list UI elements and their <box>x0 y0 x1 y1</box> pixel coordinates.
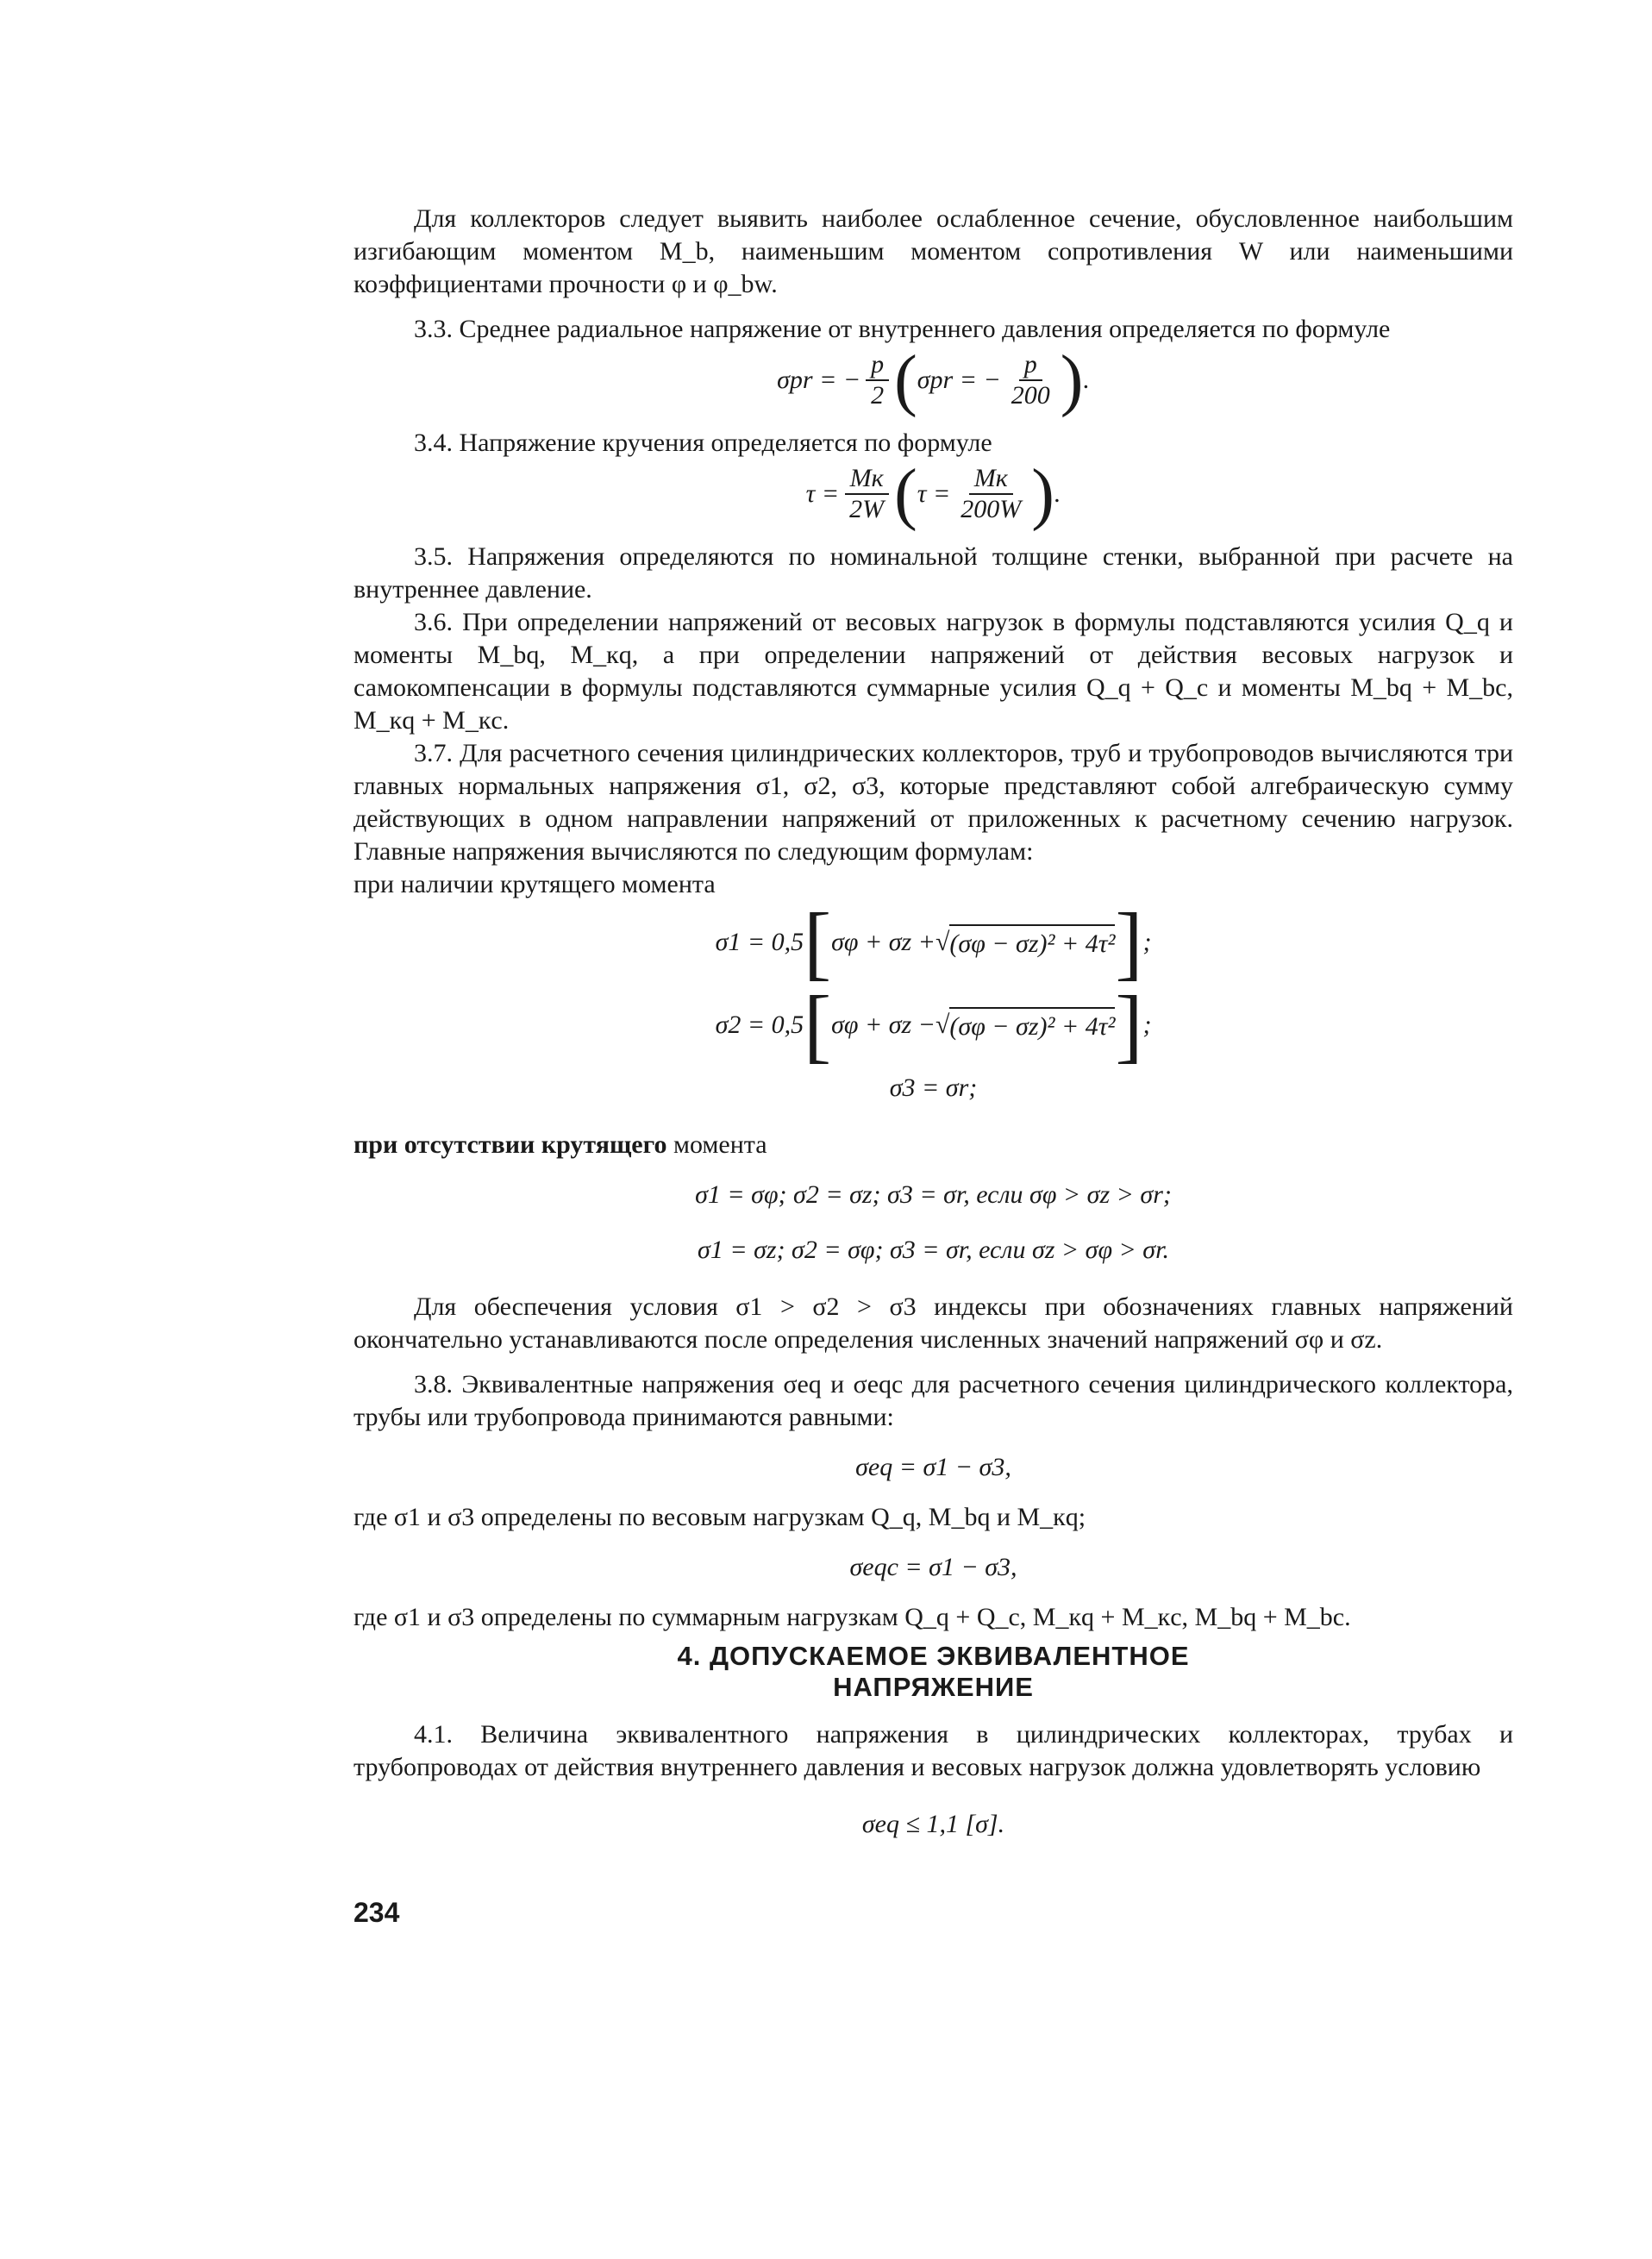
formula-3-4-den: 2W <box>849 495 885 523</box>
paren-close: ) <box>1031 456 1054 532</box>
formula-3-3-alt-fraction <box>1006 350 1055 410</box>
formula-3-4-alt-fraction <box>955 464 1026 524</box>
section-heading-line1: 4. ДОПУСКАЕМОЕ ЭКВИВАЛЕНТНОЕ <box>677 1641 1190 1671</box>
paren-open: ( <box>894 456 917 532</box>
formula-sigma2-root: (σφ − σz)² + 4τ² <box>949 1007 1115 1043</box>
paragraph-3-5: 3.5. Напряжения определяются по номинальной толщине стенки, выбранной при расчете на внутреннее давление. <box>354 542 1513 604</box>
paragraph-3-3: 3.3. Среднее радиальное напряжение от внутреннего давления определяется по формуле <box>414 315 1391 343</box>
bracket-open: [ <box>804 896 832 988</box>
formula-3-4-lhs: τ = <box>805 479 840 508</box>
formula-sigma1 <box>354 896 1513 988</box>
page-number: 234 <box>354 1897 400 1928</box>
formula-allowable: σeq ≤ 1,1 [σ]. <box>861 1810 1005 1838</box>
formula-3-3-fraction <box>866 350 889 410</box>
paragraph-3-8: 3.8. Эквивалентные напряжения σeq и σeqc для расчетного сечения цилиндрического коллектора, трубы или трубопровода принимаются равными: <box>354 1370 1513 1431</box>
formula-sigma1-root: (σφ − σz)² + 4τ² <box>949 924 1115 961</box>
formula-3-4-num: Mк <box>845 464 889 495</box>
formula-3-4: τ = $\frac{Mк}{2W}$ ( τ = $\frac{Mк}{200W}$ ) . <box>805 456 1061 532</box>
formula-no-torque-2: σ1 = σz; σ2 = σφ; σ3 = σr, если σz > σφ > σr. <box>698 1236 1169 1264</box>
bracket-open: [ <box>804 979 832 1071</box>
paren-open: ( <box>894 342 917 418</box>
formula-sigma1-body: σφ + σz + <box>831 928 936 956</box>
with-torque-label: при наличии крутящего момента <box>354 870 716 898</box>
paragraph-collectors: Для коллекторов следует выявить наиболее ослабленное сечение, обусловленное наибольшим изгибающим моментом M_b, наименьшим моментом сопротивления W или наименьшими коэффициентами прочности φ и φ_bw. <box>354 204 1513 298</box>
no-torque-bold: при отсутствии крутящего <box>354 1130 667 1159</box>
formula-eq: σeq = σ1 − σ3, <box>855 1453 1011 1481</box>
formula-3-3-alt-lhs: σpr = − <box>917 366 1001 394</box>
formula-sigma1-lhs: σ1 = 0,5 <box>715 928 804 956</box>
formula-sigma3: σ3 = σr; <box>889 1073 978 1102</box>
paragraph-3-4: 3.4. Напряжение кручения определяется по формуле <box>414 429 992 457</box>
section-heading-line2: НАПРЯЖЕНИЕ <box>833 1672 1034 1702</box>
formula-sigma2-lhs: σ2 = 0,5 <box>715 1011 804 1039</box>
formula-3-3: σpr = − $\frac{p}{2}$ ( σpr = − $\frac{p}{200}$ ) . <box>777 342 1090 418</box>
paragraph-condition: Для обеспечения условия σ1 > σ2 > σ3 индексы при обозначениях главных напряжений окончательно устанавливаются после определения численных значений напряжений σφ и σz. <box>354 1292 1513 1354</box>
paragraph-3-7: 3.7. Для расчетного сечения цилиндрических коллекторов, труб и трубопроводов вычисляются три главных нормальных напряжения σ1, σ2, σ3, которые представляют собой алгебраическую сумму действующих в одном направлении напряжений от приложенных к расчетному сечению нагрузок. Главные напряжения вычисляются по следующим формулам: <box>354 739 1513 866</box>
formula-sigma2 <box>354 979 1513 1071</box>
formula-3-3-lhs: σpr = − <box>777 366 861 394</box>
formula-sigma2-end: ; <box>1142 1011 1152 1039</box>
bracket-close: ] <box>1115 979 1143 1071</box>
formula-no-torque-1: σ1 = σφ; σ2 = σz; σ3 = σr, если σφ > σz > σr; <box>695 1180 1172 1209</box>
paragraph-3-6: 3.6. При определении напряжений от весовых нагрузок в формулы подставляются усилия Q_q и моменты M_bq, M_кq, а при определении напряжений от действия весовых нагрузок и самокомпенсации в формулы подставляются суммарные усилия Q_q + Q_c и моменты M_bq + M_bc, M_кq + M_кc. <box>354 608 1513 735</box>
formula-sigma2-body: σφ + σz − <box>831 1011 936 1039</box>
document-page <box>354 203 1513 1929</box>
formula-3-4-alt-lhs: τ = <box>917 479 951 508</box>
where-weight-loads: где σ1 и σ3 определены по весовым нагрузкам Q_q, M_bq и M_кq; <box>354 1503 1086 1531</box>
formula-3-3-den: 2 <box>871 381 885 410</box>
sqrt-icon: √ <box>935 1011 950 1039</box>
formula-3-4-alt-den: 200W <box>961 495 1022 523</box>
where-total-loads: где σ1 и σ3 определены по суммарным нагрузкам Q_q + Q_c, M_кq + M_кc, M_bq + M_bc. <box>354 1603 1351 1631</box>
formula-3-3-alt-den: 200 <box>1011 381 1050 410</box>
no-torque-label <box>354 1129 1513 1161</box>
formula-sigma1-end: ; <box>1142 928 1152 956</box>
section-heading <box>354 1641 1513 1703</box>
bracket-close: ] <box>1115 896 1143 988</box>
formula-3-3-alt-num: p <box>1019 350 1042 381</box>
formula-3-4-fraction <box>844 464 889 524</box>
sqrt-icon: √ <box>935 928 950 956</box>
no-torque-rest: момента <box>666 1130 767 1159</box>
paren-close: ) <box>1060 342 1084 418</box>
formula-eqc: σeqc = σ1 − σ3, <box>849 1553 1017 1581</box>
paragraph-4-1: 4.1. Величина эквивалентного напряжения в цилиндрических коллекторах, трубах и трубопроводах от действия внутреннего давления и весовых нагрузок должна удовлетворять условию <box>354 1720 1513 1781</box>
formula-3-3-num: p <box>866 350 889 381</box>
formula-3-4-alt-num: Mк <box>969 464 1013 495</box>
